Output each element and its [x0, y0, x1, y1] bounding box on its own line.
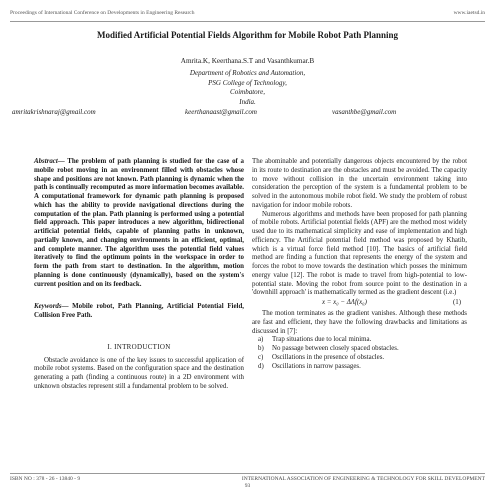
header-rule [10, 21, 485, 22]
footer-association: INTERNATIONAL ASSOCIATION OF ENGINEERING & TECHNOLOGY FOR SKILL DEVELOPMENT [241, 476, 485, 482]
list-item: b) No passage between closely spaced obstacles. [258, 345, 399, 352]
equation-formula: x = x₀ − ΔΛf(x₀) [322, 299, 367, 306]
paragraph-drawbacks: The motion terminates as the gradient vanishes. Although these methods are fast and efficient, they have the following drawbacks and limitations as discussed in [7]: [252, 310, 467, 335]
section-heading-introduction: I. INTRODUCTION [107, 342, 171, 351]
footer-rule [10, 473, 485, 474]
keywords [34, 303, 244, 321]
abstract [34, 158, 244, 289]
equation-1 [252, 299, 467, 309]
list-item: a) Trap situations due to local minima. [258, 336, 372, 344]
affiliation [0, 69, 495, 107]
header-proceedings: Proceedings of International Conference on Developments in Engineering Research [10, 10, 195, 16]
email-keerthana: keerthanaast@gmail.com [185, 108, 257, 116]
left-column [34, 158, 244, 392]
affiliation-department: Department of Robotics and Automation, [189, 69, 306, 77]
introduction-paragraph: Obstacle avoidance is one of the key issues to successful application of mobile robot systems. Based on the configuration space and the destination generating a path (finding a continuous route) in a 2D environment with unknown obstacles represent still a fundamental problem to be solved. [34, 356, 244, 390]
paragraph-apf: Numerous algorithms and methods have been proposed for path planning of mobile robots. Artificial potential fields (APF) are the method most widely used due to its mathematical simplicity and ease of implementation and high efficiency. The Artificial potential field method was proposed by Khatib, which is a virtual force field method [10]. The basics of artificial field method are finding a function that represents the energy of the system and forces the robot to move towards the destination which posses the minimum energy value [12]. The robot is made to travel from high-potential to low-potential state. Moving the robot from source point to the destination in a 'downhill approach' is mathematically termed as the gradient descent (i.e.) [252, 210, 467, 297]
email-amrita: amritakrishnaraj@gmail.com [12, 108, 96, 116]
abstract-text: — The problem of path planning is studied for the case of a mobile robot moving in an environment filled with obstacles whose shape and positions are not known. Path planning is dynamic when the path is continually recomputed as more information becomes available. A computational framework for dynamic path planning is proposed which has the ability to provide navigational directions during the computation of the plan. Path planning is performed using a potential field approach. This paper introduces a new algorithm, bidirectional artificial potential fields, capable of planning paths in unknown, partially known, and changing environments in an efficient, optimal, and complete manner. The algorithm uses the potential field values iteratively to find the optimum points in the workspace in order to form the path from start to destination. In the algorithm, motion planning is done continuously (dynamically), based on the system's current position and on its feedback. [34, 158, 244, 288]
page-number: 93 [244, 483, 251, 489]
email-vasanth: vasanthbe@gmail.com [332, 108, 397, 116]
drawbacks-list [252, 336, 467, 371]
running-header [10, 10, 485, 20]
right-column [252, 158, 467, 371]
equation-number: (1) [452, 299, 461, 306]
affiliation-country: India. [239, 97, 256, 106]
paragraph-obstacles: The abominable and potentially dangerous objects encountered by the robot in its route to destination are the obstacles and must be avoided. The capacity to move without collision in the uncertain environment taking into consideration the perception of the system is a fundamental problem to be solved in the autonomous mobile robot field. We study the problem of robust navigation for indoor mobile robots. [252, 158, 467, 209]
keywords-label: Keywords [34, 303, 62, 311]
header-website: www.iaetsd.in [453, 10, 485, 16]
affiliation-city: Coimbatore, [230, 88, 265, 97]
affiliation-college: PSG College of Technology, [208, 78, 287, 87]
keywords-text: — Mobile robot, Path Planning, Artificial Potential Field, Collision Free Path. [34, 303, 244, 319]
abstract-label: Abstract [34, 158, 58, 165]
list-item: c) Oscillations in the presence of obstacles. [258, 353, 385, 361]
paper-title: Modified Artificial Potential Fields Algorithm for Mobile Robot Path Planning [96, 30, 399, 40]
footer-isbn: ISBN NO : 378 - 26 - 13840 - 9 [10, 476, 81, 482]
author-list: Amrita.K, Keerthana.S.T and Vasanthkumar.B [180, 57, 315, 65]
list-item: d) Oscillations in narrow passages. [258, 362, 361, 370]
